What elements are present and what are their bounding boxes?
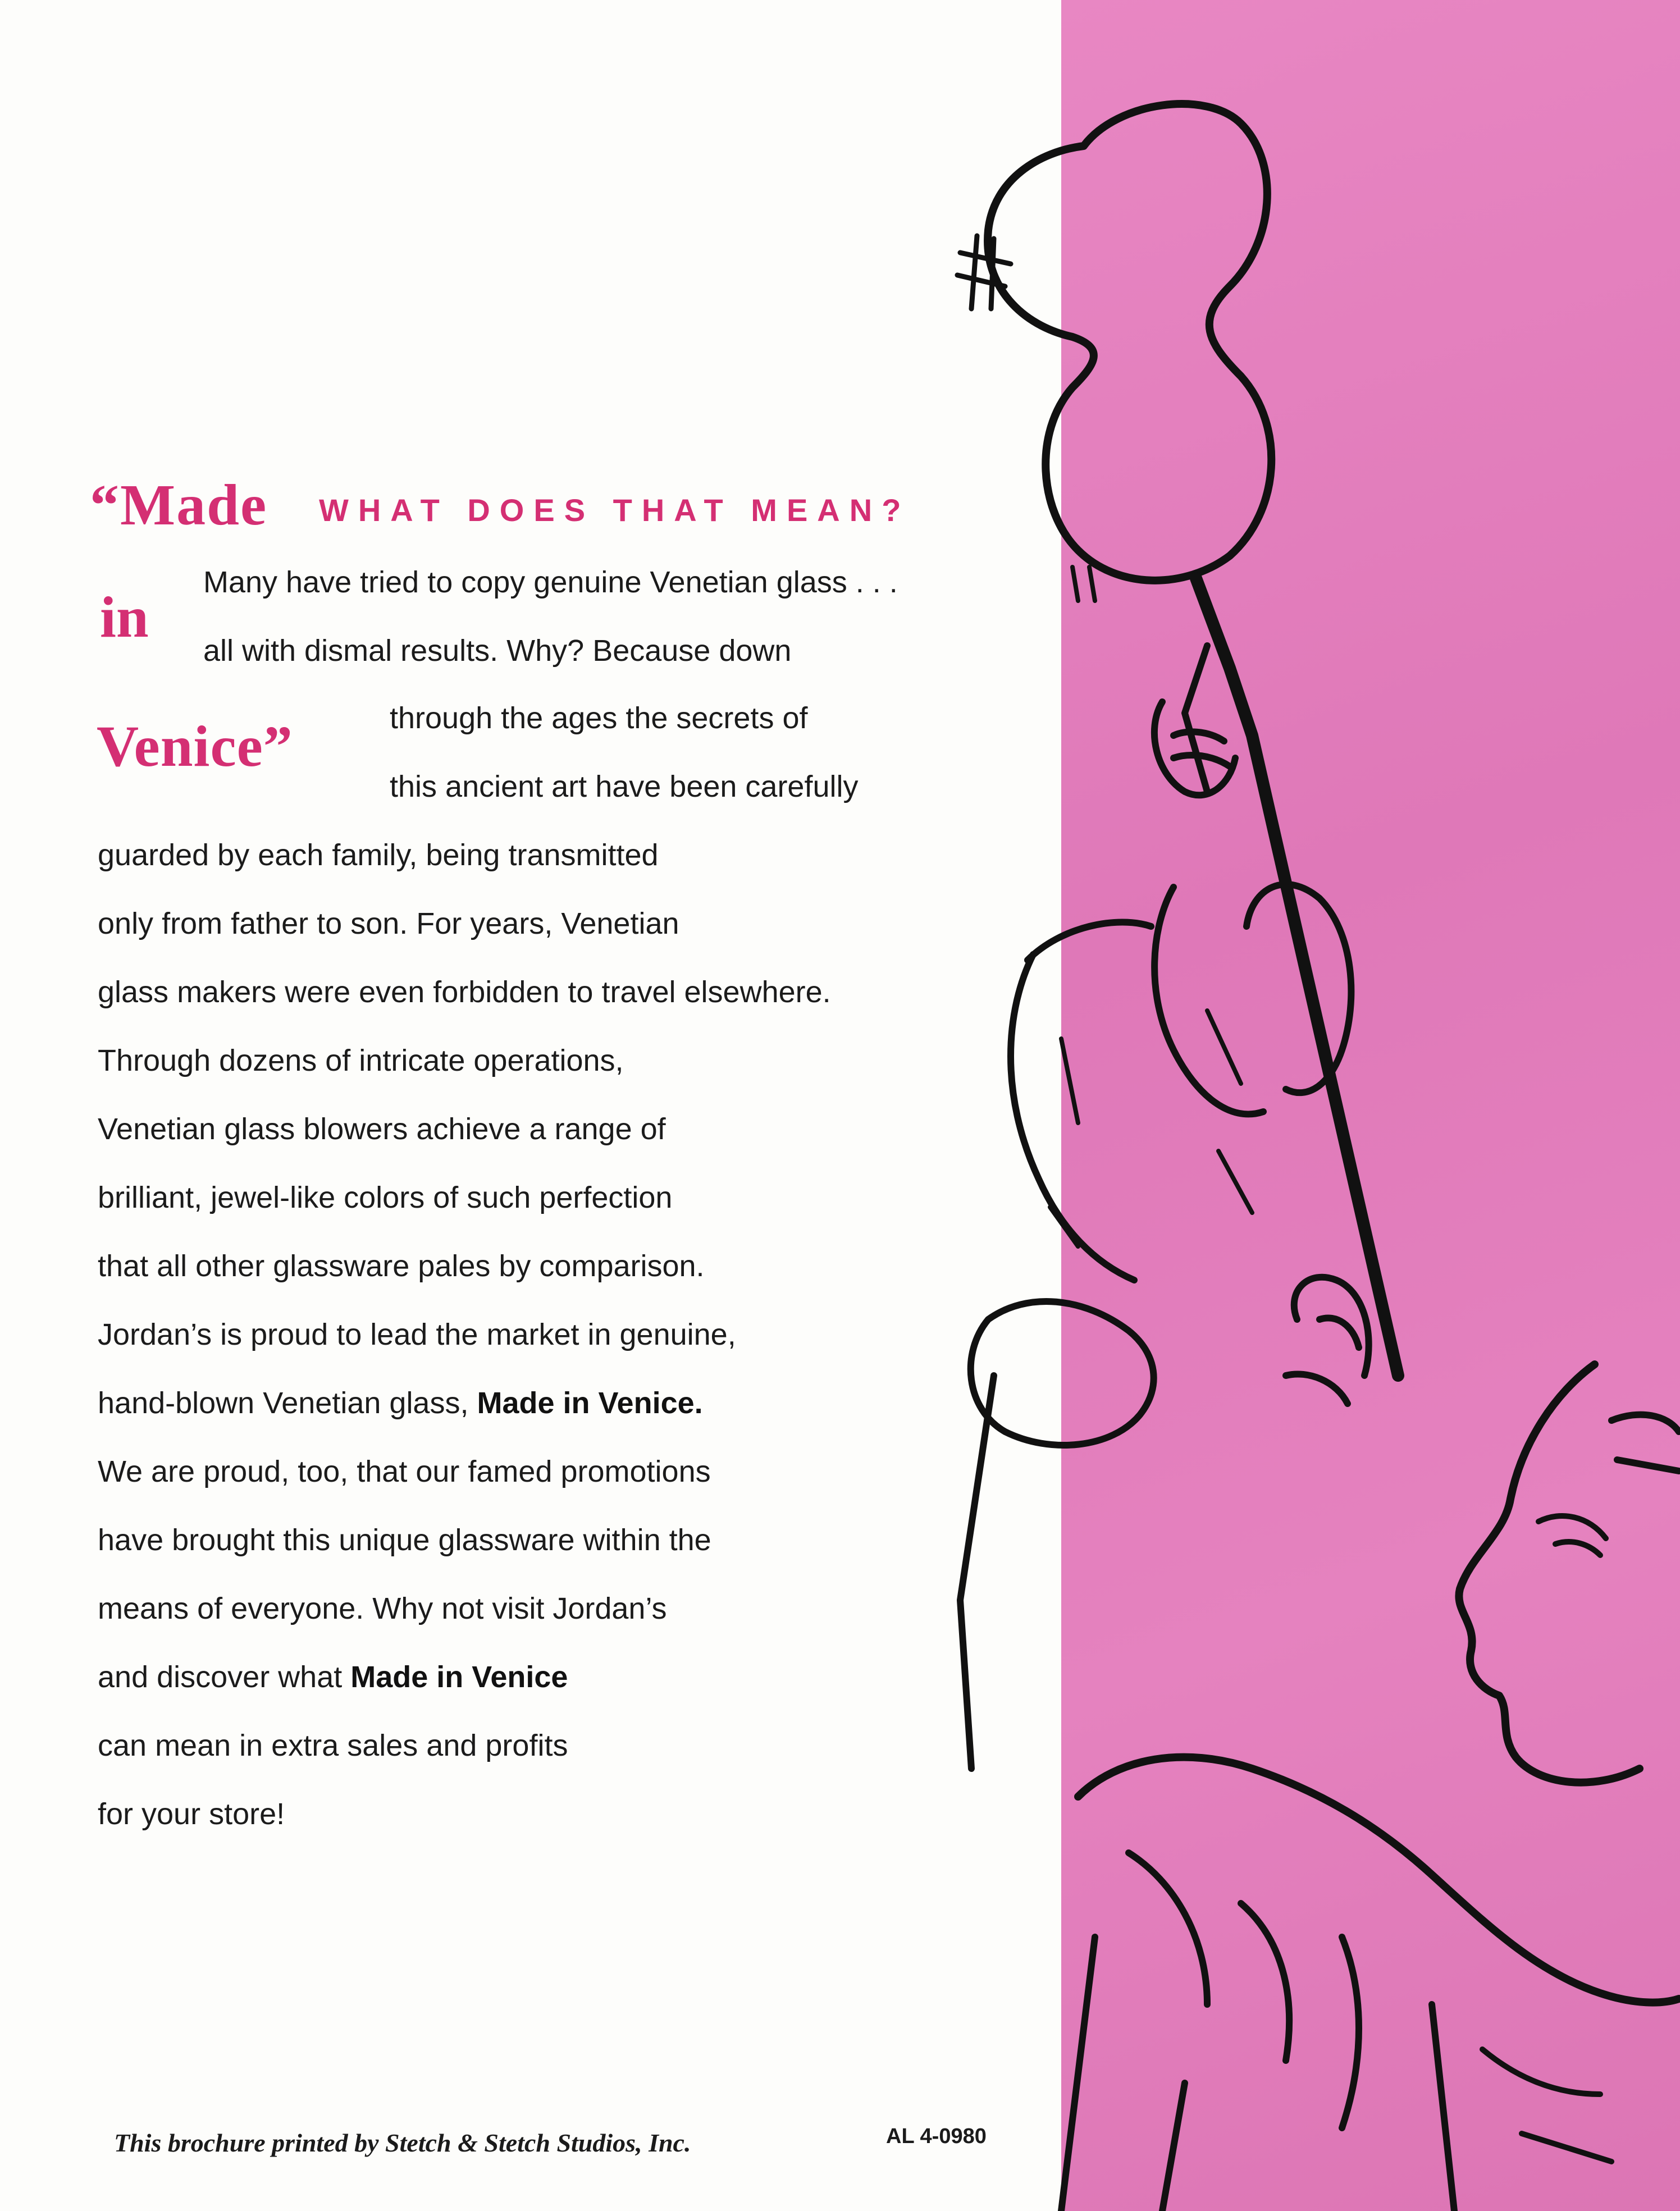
made-in-venice-bold-2: Made in Venice bbox=[350, 1660, 568, 1694]
body-line-18: can mean in extra sales and profits bbox=[98, 1729, 568, 1762]
body-line-17-text: and discover what bbox=[98, 1660, 351, 1694]
headline-in: in bbox=[100, 585, 149, 650]
body-line-16: means of everyone. Why not visit Jordan’s bbox=[98, 1592, 667, 1625]
body-line-19: for your store! bbox=[98, 1797, 285, 1831]
headline-venice: Venice” bbox=[97, 714, 293, 779]
phone-code: AL 4-0980 bbox=[886, 2125, 987, 2148]
body-line-9: Venetian glass blowers achieve a range of bbox=[98, 1112, 666, 1146]
body-line-7: glass makers were even forbidden to travel elsewhere. bbox=[98, 975, 831, 1009]
body-line-11: that all other glassware pales by comparison. bbox=[98, 1249, 705, 1283]
body-line-8: Through dozens of intricate operations, bbox=[98, 1044, 624, 1077]
body-line-10: brilliant, jewel-like colors of such perfection bbox=[98, 1181, 673, 1214]
body-line-6: only from father to son. For years, Venetian bbox=[98, 907, 679, 940]
printer-credit: This brochure printed by Stetch & Stetch Studios, Inc. bbox=[114, 2128, 691, 2157]
body-line-14: We are proud, too, that our famed promotions bbox=[98, 1455, 711, 1488]
body-line-12: Jordan’s is proud to lead the market in genuine, bbox=[98, 1318, 736, 1351]
body-line-5: guarded by each family, being transmitted bbox=[98, 838, 659, 872]
body-line-13 bbox=[98, 1388, 703, 1418]
body-line-2: all with dismal results. Why? Because down bbox=[203, 634, 792, 668]
body-line-1: Many have tried to copy genuine Venetian glass . . . bbox=[203, 565, 898, 599]
body-line-4: this ancient art have been carefully bbox=[390, 770, 859, 803]
body-line-13-text: hand-blown Venetian glass, bbox=[98, 1386, 477, 1420]
glassblower-illustration-icon bbox=[893, 84, 1680, 2211]
body-line-17 bbox=[98, 1662, 568, 1692]
headline-made: “Made bbox=[90, 473, 268, 537]
body-line-3: through the ages the secrets of bbox=[390, 701, 808, 735]
made-in-venice-bold-1: Made in Venice. bbox=[477, 1386, 703, 1420]
subheading: WHAT DOES THAT MEAN? bbox=[319, 492, 911, 528]
body-line-15: have brought this unique glassware within the bbox=[98, 1523, 711, 1557]
